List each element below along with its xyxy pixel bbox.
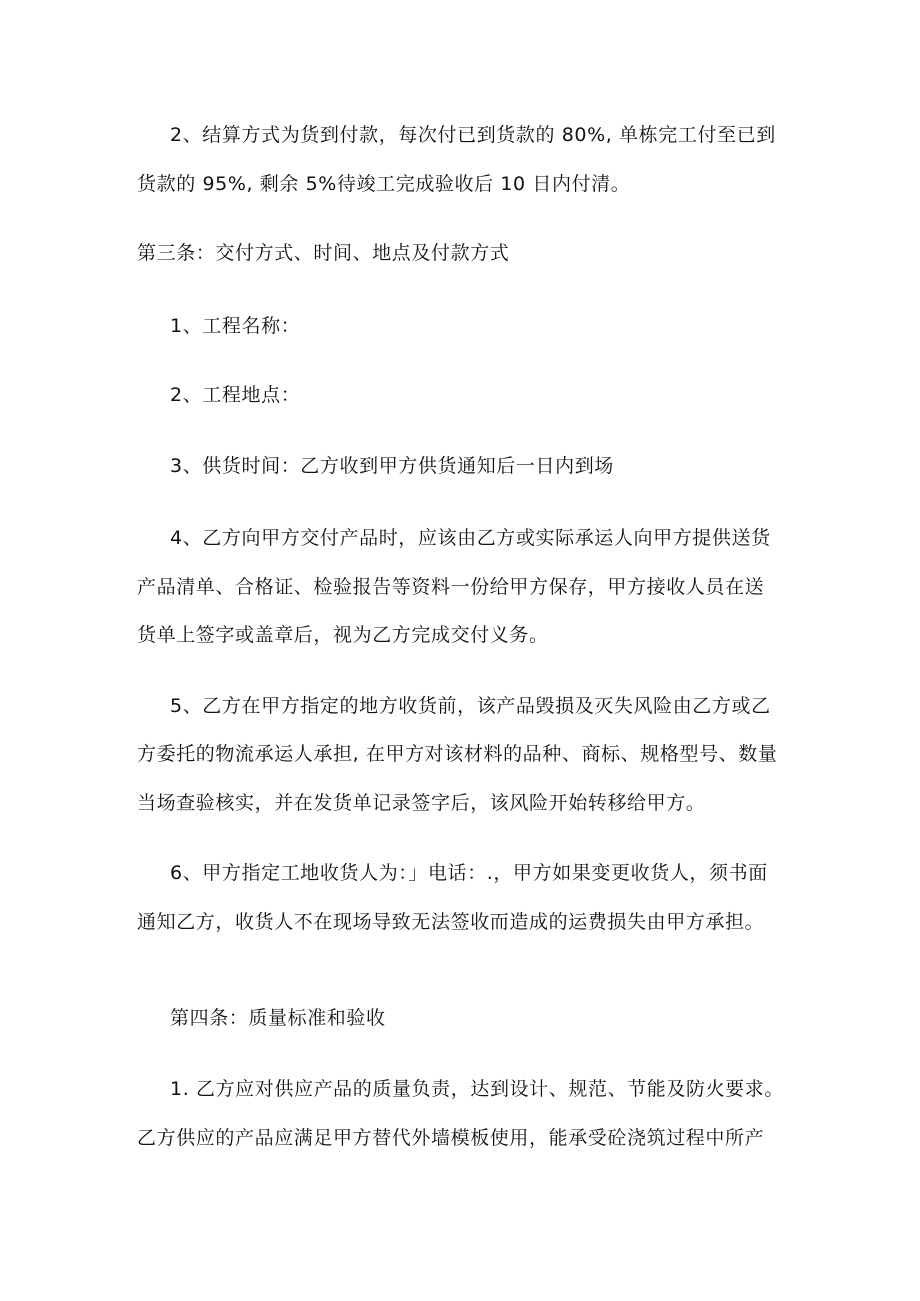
section-heading-4: 第四条：质量标准和验收 — [170, 1007, 386, 1029]
para-delivery-line-2: 产品清单、合格证、检验报告等资料一份给甲方保存，甲方接收人员在送 — [137, 576, 765, 598]
para-receiver-line-1: 6、甲方指定工地收货人为：」电话：.，甲方如果变更收货人，须书面 — [170, 862, 768, 884]
para-risk-line-2: 方委托的物流承运人承担, 在甲方对该材料的品种、商标、规格型号、数量 — [137, 743, 778, 765]
para-project-location: 2、工程地点： — [170, 384, 301, 406]
para-risk-line-1: 5、乙方在甲方指定的地方收货前，该产品毁损及灭失风险由乙方或乙 — [170, 695, 771, 717]
para-delivery-line-3: 货单上签字或盖章后，视为乙方完成交付义务。 — [137, 624, 549, 646]
para-quality-line-2: 乙方供应的产品应满足甲方替代外墙模板使用，能承受砼浇筑过程中所产 — [137, 1127, 765, 1149]
para-delivery-line-1: 4、乙方向甲方交付产品时，应该由乙方或实际承运人向甲方提供送货 — [170, 527, 771, 549]
para-supply-time: 3、供货时间：乙方收到甲方供货通知后一日内到场 — [170, 455, 614, 477]
para-risk-line-3: 当场查验核实，并在发货单记录签字后，该风险开始转移给甲方。 — [137, 792, 706, 814]
para-settlement-line-1: 2、结算方式为货到付款，每次付已到货款的 80%, 单栋完工付至已到 — [170, 124, 776, 146]
para-project-name: 1、工程名称： — [170, 315, 301, 337]
para-receiver-line-2: 通知乙方，收货人不在现场导致无法签收而造成的运费损失由甲方承担。 — [137, 911, 765, 933]
para-quality-line-1: 1. 乙方应对供应产品的质量负责，达到设计、规范、节能及防火要求。 — [170, 1078, 784, 1100]
section-heading-3: 第三条：交付方式、时间、地点及付款方式 — [137, 242, 510, 264]
para-settlement-line-2: 货款的 95%, 剩余 5%待竣工完成验收后 10 日内付清。 — [137, 173, 631, 195]
